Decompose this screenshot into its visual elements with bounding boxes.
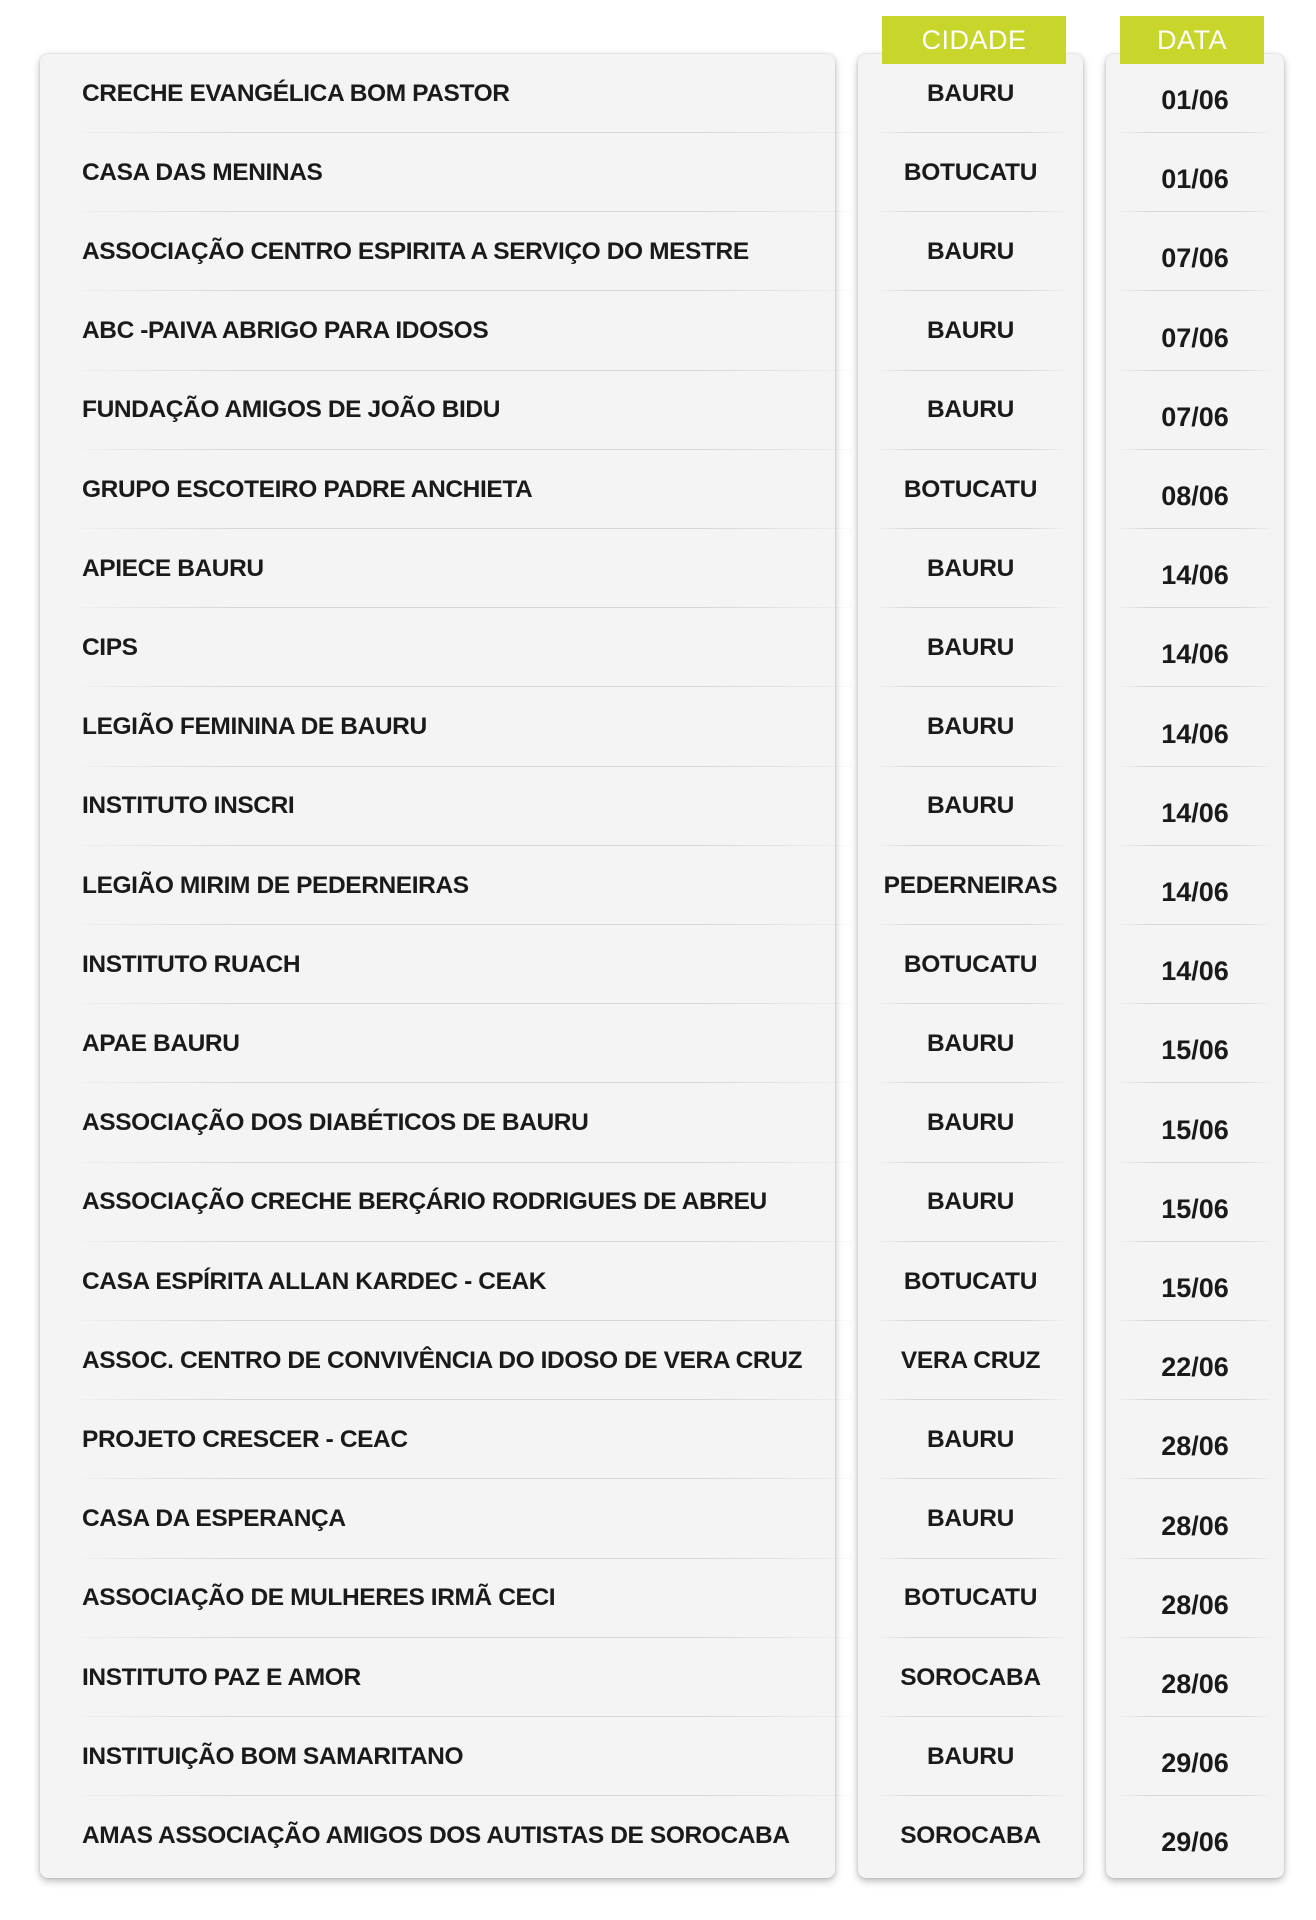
- date-cell: 28/06: [1161, 1669, 1229, 1699]
- table-row: [878, 54, 1063, 133]
- institution-name: PROJETO CRESCER - CEAC: [82, 1425, 408, 1453]
- table-row: [878, 925, 1063, 1004]
- table-row: [82, 767, 847, 846]
- institution-name: LEGIÃO FEMININA DE BAURU: [82, 713, 427, 741]
- city-cell: BAURU: [927, 1188, 1014, 1216]
- city-column-header: CIDADE: [882, 16, 1066, 64]
- table-row: [82, 608, 847, 687]
- table-row: [878, 1084, 1063, 1163]
- city-cell: BAURU: [927, 1029, 1014, 1057]
- table-row: [878, 767, 1063, 846]
- table-row: [878, 1400, 1063, 1479]
- institution-name: ASSOC. CENTRO DE CONVIVÊNCIA DO IDOSO DE VERA CRUZ: [82, 1346, 803, 1374]
- table-row: [878, 1242, 1063, 1321]
- table-row: [82, 54, 847, 133]
- table-row: [1120, 1559, 1270, 1638]
- table-row: [82, 133, 847, 212]
- city-cell: BAURU: [927, 1425, 1014, 1453]
- institution-name: ABC -PAIVA ABRIGO PARA IDOSOS: [82, 317, 489, 345]
- city-cell: BAURU: [927, 237, 1014, 265]
- table-row: [878, 1559, 1063, 1638]
- institution-name: ASSOCIAÇÃO DE MULHERES IRMÃ CECI: [82, 1584, 556, 1612]
- city-cell: SOROCABA: [900, 1663, 1041, 1691]
- table-row: [1120, 1004, 1270, 1083]
- table-row: [1120, 688, 1270, 767]
- table-row: [1120, 1796, 1270, 1875]
- date-panel: [1106, 54, 1284, 1878]
- table-row: [82, 450, 847, 529]
- institution-name: GRUPO ESCOTEIRO PADRE ANCHIETA: [82, 475, 533, 503]
- date-cell: 28/06: [1161, 1589, 1229, 1620]
- table-row: [878, 1321, 1063, 1400]
- table-row: [1120, 54, 1270, 133]
- table-row: [1120, 1717, 1270, 1796]
- city-cell: BAURU: [927, 1742, 1014, 1770]
- table-row: [1120, 450, 1270, 529]
- date-column-header: DATA: [1120, 16, 1264, 64]
- institution-name: CASA DA ESPERANÇA: [82, 1505, 346, 1533]
- institution-name: APIECE BAURU: [82, 554, 264, 582]
- table-row: [878, 1638, 1063, 1717]
- table-row: [82, 1163, 847, 1242]
- date-cell: 29/06: [1161, 1827, 1229, 1858]
- institution-name: FUNDAÇÃO AMIGOS DE JOÃO BIDU: [82, 396, 501, 424]
- table-row: [1120, 1321, 1270, 1400]
- table-row: [1120, 1400, 1270, 1479]
- table-row: [878, 1480, 1063, 1559]
- date-cell: 29/06: [1161, 1748, 1229, 1779]
- date-cell: 22/06: [1161, 1352, 1229, 1383]
- date-cell: 15/06: [1161, 1114, 1229, 1145]
- city-cell: BAURU: [927, 633, 1014, 661]
- city-cell: BAURU: [927, 396, 1014, 424]
- date-cell: 14/06: [1161, 639, 1229, 670]
- table-row: [82, 1559, 847, 1638]
- table-row: [878, 608, 1063, 687]
- institution-name: CIPS: [82, 633, 138, 661]
- date-cell: 28/06: [1161, 1510, 1229, 1541]
- table-row: [1120, 292, 1270, 371]
- table-row: [82, 925, 847, 1004]
- institution-name: ASSOCIAÇÃO CRECHE BERÇÁRIO RODRIGUES DE ABREU: [82, 1188, 767, 1216]
- table-row: [82, 1004, 847, 1083]
- table-row: [1120, 212, 1270, 291]
- table-row: [878, 292, 1063, 371]
- institution-name: CASA ESPÍRITA ALLAN KARDEC - CEAK: [82, 1267, 547, 1295]
- table-row: [878, 529, 1063, 608]
- table-row: [1120, 767, 1270, 846]
- date-cell: 07/06: [1161, 401, 1229, 432]
- table-row: [1120, 1480, 1270, 1559]
- table-row: [1120, 133, 1270, 212]
- table-row: [878, 846, 1063, 925]
- institution-name-panel: [40, 54, 835, 1878]
- date-cell: 14/06: [1161, 718, 1229, 749]
- table-row: [1120, 1242, 1270, 1321]
- table-row: [1120, 371, 1270, 450]
- table-row: [1120, 1163, 1270, 1242]
- city-cell: VERA CRUZ: [900, 1346, 1041, 1374]
- city-cell: BOTUCATU: [903, 950, 1038, 978]
- date-cell: 01/06: [1161, 164, 1229, 195]
- institution-name: INSTITUTO RUACH: [82, 950, 301, 978]
- city-cell: BAURU: [927, 713, 1014, 741]
- table-row: [878, 212, 1063, 291]
- table-row: [1120, 1638, 1270, 1717]
- table-row: [82, 1796, 847, 1875]
- date-cell: 14/06: [1161, 956, 1229, 987]
- table-row: [82, 846, 847, 925]
- table-row: [878, 133, 1063, 212]
- city-panel: [858, 54, 1083, 1878]
- institution-name: ASSOCIAÇÃO DOS DIABÉTICOS DE BAURU: [82, 1109, 589, 1137]
- date-cell: 14/06: [1161, 797, 1229, 828]
- city-cell: BAURU: [927, 554, 1014, 582]
- table-row: [1120, 925, 1270, 1004]
- table-row: [82, 1084, 847, 1163]
- date-cell: 15/06: [1161, 1035, 1229, 1066]
- table-row: [1120, 529, 1270, 608]
- date-cell: 08/06: [1161, 481, 1229, 511]
- city-cell: BAURU: [927, 792, 1014, 820]
- table-row: [82, 371, 847, 450]
- city-cell: BAURU: [927, 1505, 1014, 1533]
- table-row: [82, 1400, 847, 1479]
- date-cell: 28/06: [1161, 1431, 1229, 1462]
- institution-name: INSTITUTO INSCRI: [82, 792, 295, 820]
- table-row: [82, 1242, 847, 1321]
- table-row: [82, 1638, 847, 1717]
- table-row: [1120, 846, 1270, 925]
- table-row: [878, 688, 1063, 767]
- table-row: [878, 450, 1063, 529]
- table-row: [878, 1717, 1063, 1796]
- table-row: [1120, 1084, 1270, 1163]
- table-row: [82, 212, 847, 291]
- date-cell: 07/06: [1161, 243, 1229, 274]
- table-row: [878, 1004, 1063, 1083]
- date-cell: 15/06: [1161, 1193, 1229, 1224]
- institution-name: LEGIÃO MIRIM DE PEDERNEIRAS: [82, 871, 469, 899]
- table-row: [82, 292, 847, 371]
- city-cell: SOROCABA: [900, 1821, 1041, 1849]
- city-cell: PEDERNEIRAS: [883, 871, 1058, 899]
- table-row: [82, 529, 847, 608]
- date-cell: 07/06: [1161, 322, 1229, 353]
- table-row: [82, 688, 847, 767]
- city-cell: BOTUCATU: [903, 1267, 1038, 1295]
- city-cell: BOTUCATU: [903, 475, 1038, 503]
- institution-name: INSTITUIÇÃO BOM SAMARITANO: [82, 1742, 464, 1770]
- table-row: [1120, 608, 1270, 687]
- table-row: [878, 1163, 1063, 1242]
- institution-name: AMAS ASSOCIAÇÃO AMIGOS DOS AUTISTAS DE SOROCABA: [82, 1821, 790, 1849]
- city-cell: BOTUCATU: [903, 1584, 1038, 1612]
- date-cell: 14/06: [1161, 877, 1229, 907]
- date-cell: 14/06: [1161, 560, 1229, 591]
- city-cell: BAURU: [927, 1109, 1014, 1137]
- table-row: [82, 1321, 847, 1400]
- institution-name: APAE BAURU: [82, 1029, 240, 1057]
- table-row: [878, 371, 1063, 450]
- city-cell: BOTUCATU: [903, 158, 1038, 186]
- institution-name: INSTITUTO PAZ E AMOR: [82, 1663, 361, 1691]
- date-cell: 01/06: [1161, 85, 1229, 115]
- table-row: [878, 1796, 1063, 1875]
- city-cell: BAURU: [927, 79, 1014, 107]
- institution-name: CASA DAS MENINAS: [82, 158, 323, 186]
- table-row: [82, 1480, 847, 1559]
- table-row: [82, 1717, 847, 1796]
- institution-name: ASSOCIAÇÃO CENTRO ESPIRITA A SERVIÇO DO MESTRE: [82, 237, 749, 265]
- date-cell: 15/06: [1161, 1273, 1229, 1303]
- institution-name: CRECHE EVANGÉLICA BOM PASTOR: [82, 79, 510, 107]
- city-cell: BAURU: [927, 317, 1014, 345]
